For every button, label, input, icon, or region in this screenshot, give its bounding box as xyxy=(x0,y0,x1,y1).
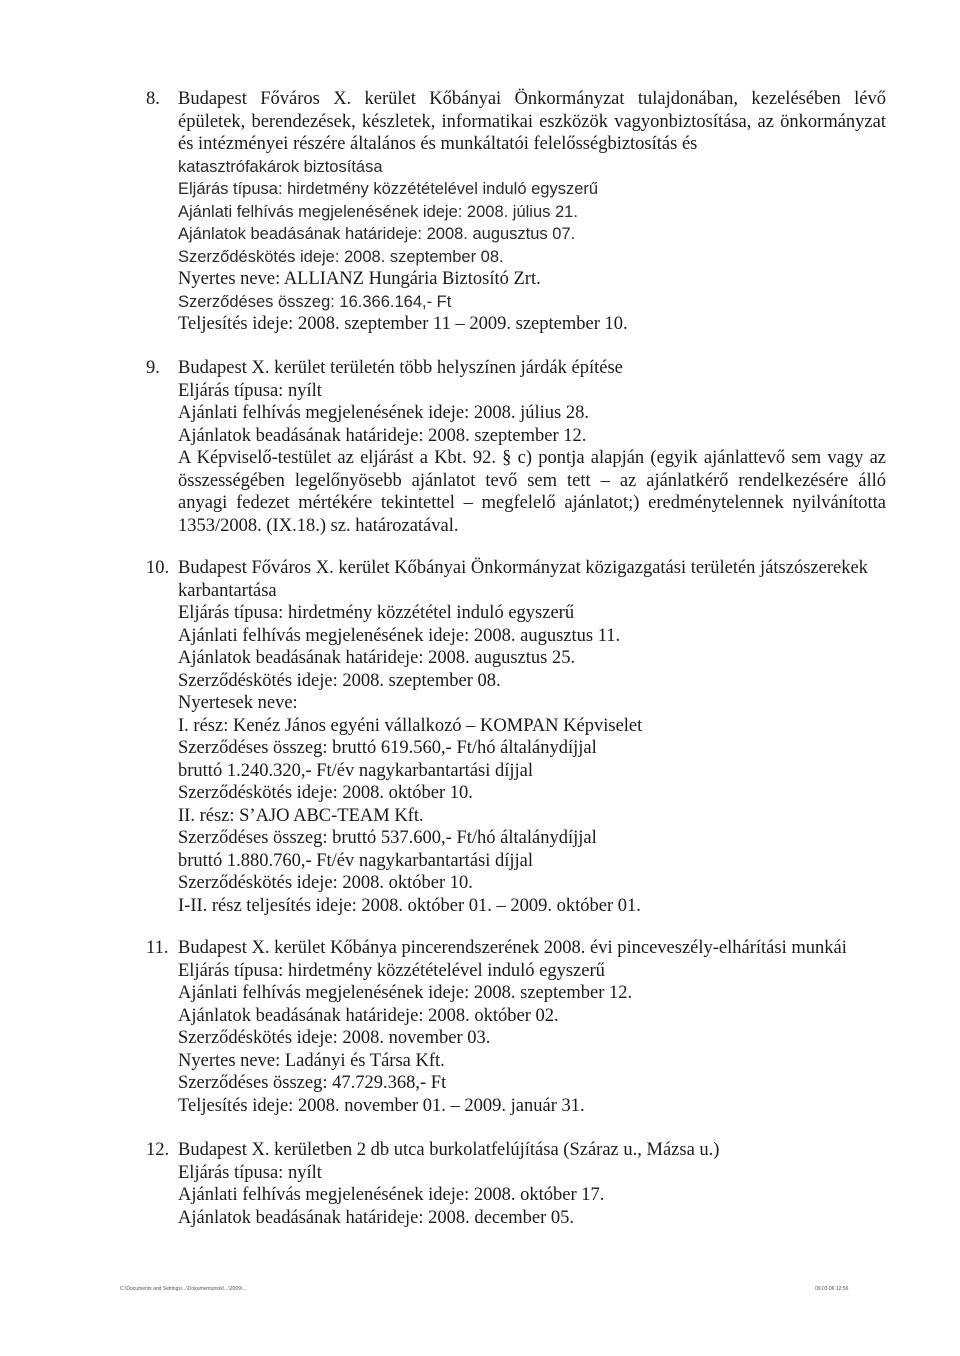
section-10 xyxy=(146,557,886,917)
section-title: Budapest X. kerület Kőbánya pincerendszerének 2008. évi pinceveszély-elhárítási munkái xyxy=(178,938,847,958)
section-12 xyxy=(146,1139,886,1229)
call-date: Ajánlati felhívás megjelenésének ideje: 2008. július 28. xyxy=(178,403,590,423)
part-2-maintenance: bruttó 1.880.760,- Ft/év nagykarbantartási díjjal xyxy=(178,850,534,871)
footer-timestamp: 09.03.06 12:56 xyxy=(815,1286,849,1292)
procedure-type: Eljárás típusa: hirdetmény közzététel induló egyszerű xyxy=(178,603,575,623)
deadline: Ajánlatok beadásának határideje: 2008. szeptember 12. xyxy=(178,425,587,446)
section-number: 11. xyxy=(146,938,169,958)
section-number: 10. xyxy=(146,558,170,578)
deadline: Ajánlatok beadásának határideje: 2008. december 05. xyxy=(178,1207,575,1228)
call-date: Ajánlati felhívás megjelenésének ideje: 2008. augusztus 11. xyxy=(178,625,621,646)
result-paragraph: A Képviselő-testület az eljárást a Kbt. 92. § c) pontja alapján (egyik ajánlattevő sem vagy az összességében legelőnyösebb ajánlatot tevő sem tett – az ajánlatkérő rendelkezésére álló anyagi fedezet mértékére tekintettel – megfelelő ajánlatot;) eredménytelennek nyilvánította 1353/2008. (IX.18.) sz. határozatával. xyxy=(178,448,886,536)
call-date: Ajánlati felhívás megjelenésének ideje: 2008. szeptember 12. xyxy=(178,983,633,1003)
section-11 xyxy=(146,937,886,1117)
deadline: Ajánlatok beadásának határideje: 2008. augusztus 25. xyxy=(178,648,576,668)
fulfilment-period: Teljesítés ideje: 2008. november 01. – 2009. január 31. xyxy=(178,1095,585,1116)
section-number: 9. xyxy=(146,358,160,378)
section-number: 12. xyxy=(146,1140,170,1160)
procedure-type: Eljárás típusa: nyílt xyxy=(178,1162,322,1183)
contract-amount: Szerződéses összeg: 47.729.368,- Ft xyxy=(178,1073,447,1093)
winner: Nyertes neve: ALLIANZ Hungária Biztosító Zrt. xyxy=(178,269,541,289)
part-1-maintenance: bruttó 1.240.320,- Ft/év nagykarbantartási díjjal xyxy=(178,760,534,781)
part-1-amount: Szerződéses összeg: bruttó 619.560,- Ft/hó általánydíjjal xyxy=(178,738,597,758)
fulfilment-period: I-II. rész teljesítés ideje: 2008. október 01. – 2009. október 01. xyxy=(178,895,641,916)
section-title: Budapest Főváros X. kerület Kőbányai Önkormányzat tulajdonában, kezelésében lévő épületek, berendezések, készletek, informatikai eszközök vagyonbiztosítása, az önkormányzat és intézményei részére általános és munkáltatói felelősségbiztosítás és xyxy=(178,89,886,154)
call-date: Ajánlati felhívás megjelenésének ideje: 2008. július 21. xyxy=(178,202,578,221)
part-2-amount: Szerződéses összeg: bruttó 537.600,- Ft/hó általánydíjjal xyxy=(178,828,597,848)
section-title: Budapest X. kerületben 2 db utca burkolatfelújítása (Száraz u., Mázsa u.) xyxy=(178,1140,720,1160)
section-8 xyxy=(146,88,886,336)
contract-date: Szerződéskötés ideje: 2008. szeptember 08. xyxy=(178,670,501,691)
fulfilment-period: Teljesítés ideje: 2008. szeptember 11 – 2009. szeptember 10. xyxy=(178,314,628,334)
section-title-cont: katasztrófakárok biztosítása xyxy=(178,157,383,176)
contract-date: Szerződéskötés ideje: 2008. szeptember 08. xyxy=(178,247,504,266)
winner: Nyertes neve: Ladányi és Társa Kft. xyxy=(178,1050,445,1071)
section-title: Budapest X. kerület területén több helyszínen járdák építése xyxy=(178,358,623,378)
contract-date: Szerződéskötés ideje: 2008. november 03. xyxy=(178,1028,491,1048)
deadline: Ajánlatok beadásának határideje: 2008. augusztus 07. xyxy=(178,225,576,243)
contract-amount: Szerződéses összeg: 16.366.164,- Ft xyxy=(178,292,452,311)
winners-heading: Nyertesek neve: xyxy=(178,693,298,713)
section-9 xyxy=(146,357,886,537)
call-date: Ajánlati felhívás megjelenésének ideje: 2008. október 17. xyxy=(178,1185,605,1205)
procedure-type: Eljárás típusa: hirdetmény közzétételével induló egyszerű xyxy=(178,180,599,198)
part-1-winner: I. rész: Kenéz János egyéni vállalkozó – KOMPAN Képviselet xyxy=(178,715,643,736)
footer-file-path: C:\Documents and Settings\...\Dokumentumok\...\2009\... xyxy=(120,1286,247,1292)
part-2-winner: II. rész: S’AJO ABC-TEAM Kft. xyxy=(178,805,424,826)
deadline: Ajánlatok beadásának határideje: 2008. október 02. xyxy=(178,1005,559,1026)
part-2-contract-date: Szerződéskötés ideje: 2008. október 10. xyxy=(178,873,473,893)
procedure-type: Eljárás típusa: hirdetmény közzétételével induló egyszerű xyxy=(178,960,605,981)
section-number: 8. xyxy=(146,89,160,109)
section-title-cont: karbantartása xyxy=(178,580,277,601)
procedure-type: Eljárás típusa: nyílt xyxy=(178,380,322,401)
part-1-contract-date: Szerződéskötés ideje: 2008. október 10. xyxy=(178,783,473,803)
section-title: Budapest Főváros X. kerület Kőbányai Önkormányzat közigazgatási területén játszószerekek xyxy=(178,558,868,578)
